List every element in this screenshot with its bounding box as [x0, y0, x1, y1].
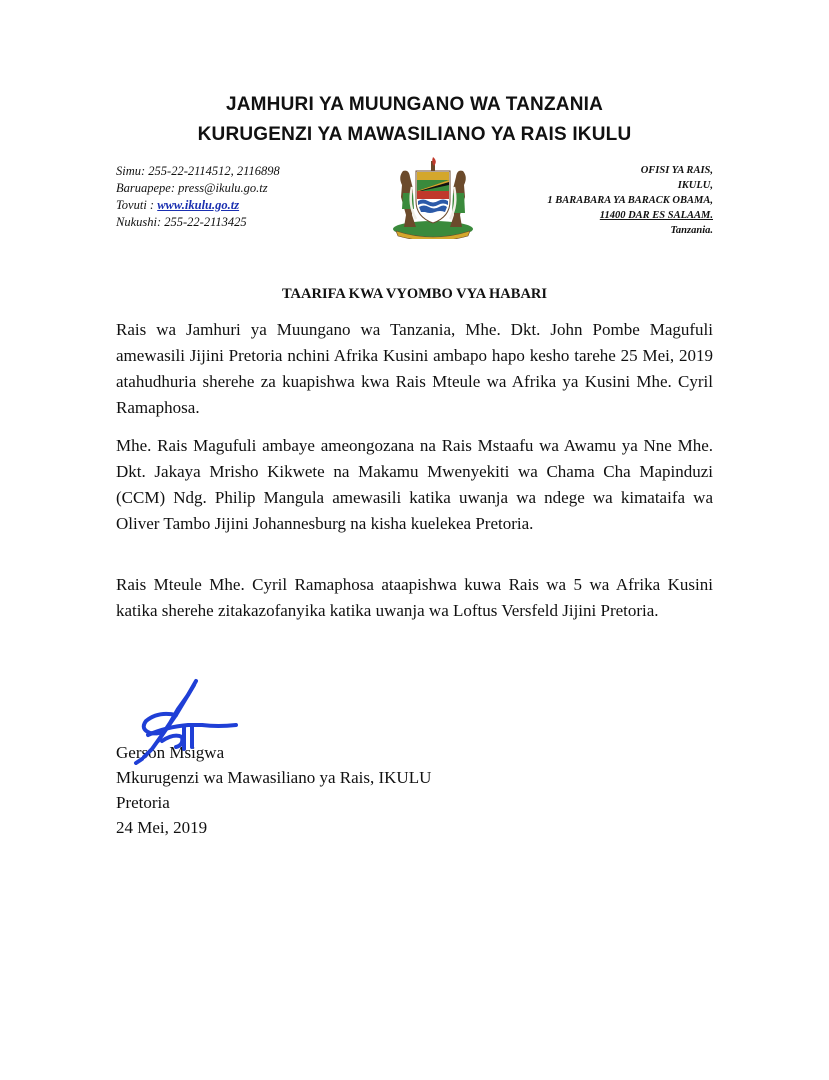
- address-line1: OFISI YA RAIS,: [640, 165, 713, 176]
- header-title-line2: KURUGENZI YA MAWASILIANO YA RAIS IKULU: [197, 124, 632, 145]
- signatory-title: Mkurugenzi wa Mawasiliano ya Rais, IKULU: [116, 768, 432, 787]
- address-line4: 11400 DAR ES SALAAM.: [599, 210, 713, 221]
- contact-info: [116, 163, 280, 231]
- contact-website: [116, 197, 280, 214]
- signature-date: 24 Mei, 2019: [116, 818, 208, 837]
- body-paragraph-1: Rais wa Jamhuri ya Muungano wa Tanzania, Mhe. Dkt. John Pombe Magufuli amewasili Jijini Pretoria nchini Afrika Kusini ambapo hapo kesho tarehe 25 Mei, 2019 atahudhuria sherehe za kuapishwa kwa Rais Mteule wa Afrika ya Kusini Mhe. Cyril Ramaphosa.: [116, 320, 713, 417]
- body-paragraph-3: Rais Mteule Mhe. Cyril Ramaphosa ataapishwa kuwa Rais wa 5 wa Afrika Kusini katika sherehe zitakazofanyika katika uwanja wa Loftus Versfeld Jijini Pretoria.: [116, 575, 713, 620]
- contact-email: Baruapepe: press@ikulu.go.tz: [116, 181, 268, 195]
- contact-fax: Nukushi: 255-22-2113425: [116, 215, 247, 229]
- header-title-line1: JAMHURI YA MUUNGANO WA TANZANIA: [225, 94, 604, 115]
- website-link[interactable]: www.ikulu.go.tz: [157, 198, 240, 212]
- press-release-heading: TAARIFA KWA VYOMBO VYA HABARI: [281, 286, 548, 302]
- address-line2: IKULU,: [677, 180, 713, 191]
- office-address: [547, 163, 713, 238]
- coat-of-arms-icon: [388, 157, 478, 239]
- handwritten-signature-icon: [118, 675, 243, 765]
- address-line5: Tanzania.: [670, 225, 713, 236]
- address-line3: 1 BARABARA YA BARACK OBAMA,: [547, 195, 713, 206]
- signature-place: Pretoria: [116, 793, 170, 812]
- signatory-name: Gerson Msigwa: [116, 743, 225, 762]
- contact-phone: Simu: 255-22-2114512, 2116898: [116, 164, 280, 178]
- body-paragraph-2: Mhe. Rais Magufuli ambaye ameongozana na Rais Mstaafu wa Awamu ya Nne Mhe. Dkt. Jakaya Mrisho Kikwete na Makamu Mwenyekiti wa Chama Cha Mapinduzi (CCM) Ndg. Philip Mangula amewasili katika uwanja wa ndege wa kimataifa wa Oliver Tambo Jijini Johannesburg na kisha kuelekea Pretoria.: [116, 436, 713, 533]
- website-label: Tovuti :: [116, 198, 158, 212]
